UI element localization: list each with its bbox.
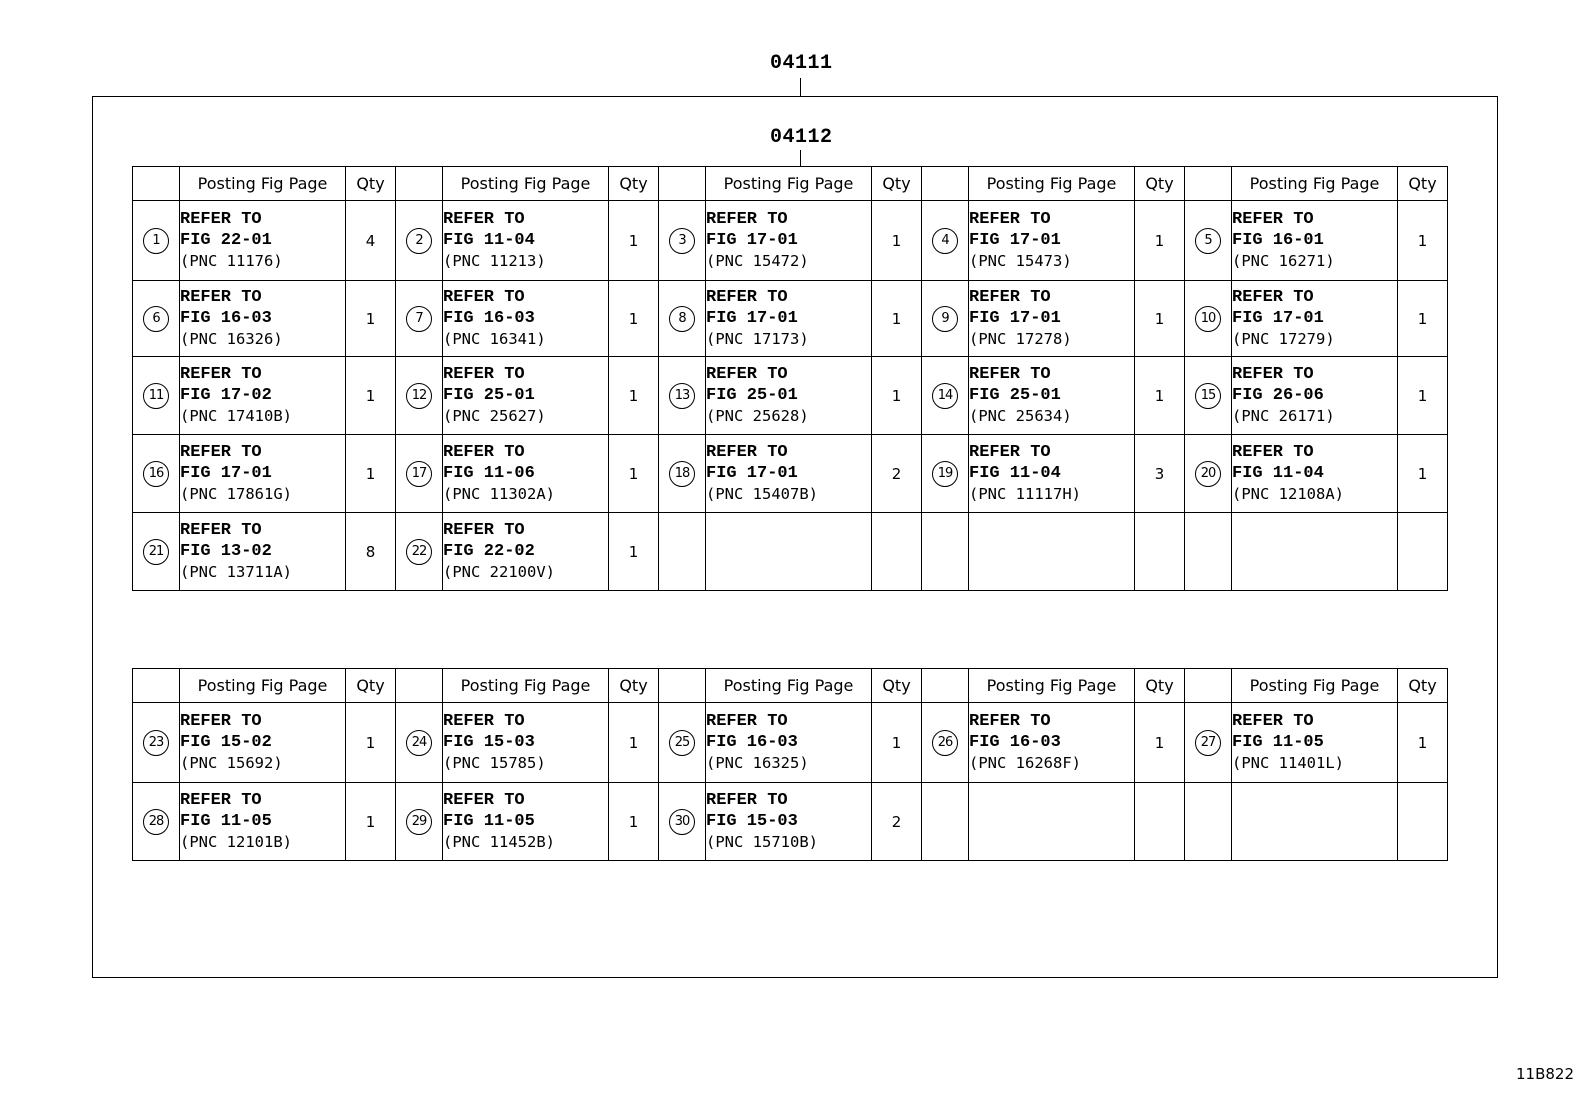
circled-ref-number: 13: [669, 383, 695, 409]
fig-reference: FIG 17-01: [706, 309, 798, 328]
posting-cell: [969, 703, 1135, 783]
circled-ref-number: 11: [143, 383, 169, 409]
refer-to-text: REFER TO: [180, 521, 262, 540]
refer-to-text: REFER TO: [180, 210, 262, 229]
posting-cell: [706, 513, 872, 591]
fig-reference: FIG 25-01: [443, 386, 535, 405]
fig-reference: FIG 16-03: [969, 733, 1061, 752]
ref-number-cell: [1185, 783, 1232, 861]
posting-cell: [443, 357, 609, 435]
posting-cell: [1232, 201, 1398, 281]
fig-reference: FIG 15-03: [706, 812, 798, 831]
circled-ref-number: 22: [406, 539, 432, 565]
fig-reference: FIG 17-01: [706, 231, 798, 250]
qty-cell: 1: [609, 357, 659, 435]
posting-cell: [969, 281, 1135, 357]
circled-ref-number: 7: [406, 306, 432, 332]
ref-number-cell: [133, 201, 180, 281]
fig-reference: FIG 25-01: [706, 386, 798, 405]
refer-to-text: REFER TO: [969, 365, 1051, 384]
header-posting-fig-page: Posting Fig Page: [1232, 167, 1398, 201]
refer-to-text: REFER TO: [180, 365, 262, 384]
circled-ref-number: 24: [406, 730, 432, 756]
ref-number-cell: [133, 357, 180, 435]
posting-cell: [706, 783, 872, 861]
ref-number-cell: [396, 513, 443, 591]
circled-ref-number: 5: [1195, 228, 1221, 254]
fig-reference: FIG 11-04: [969, 464, 1061, 483]
pnc-reference: (PNC 12108A): [1232, 485, 1344, 503]
circled-ref-number: 16: [143, 461, 169, 487]
posting-cell: [443, 703, 609, 783]
circled-ref-number: 10: [1195, 306, 1221, 332]
header-posting-fig-page: Posting Fig Page: [443, 167, 609, 201]
ref-number-cell: [133, 703, 180, 783]
qty-cell: 1: [346, 281, 396, 357]
table-row: [133, 357, 1448, 435]
ref-number-cell: [922, 435, 969, 513]
ref-number-cell: [396, 281, 443, 357]
header-posting-fig-page: Posting Fig Page: [706, 669, 872, 703]
refer-to-text: REFER TO: [969, 443, 1051, 462]
fig-reference: FIG 25-01: [969, 386, 1061, 405]
pnc-reference: (PNC 16326): [180, 330, 283, 348]
ref-number-cell: [659, 783, 706, 861]
parts-table-2: [132, 668, 1448, 861]
fig-reference: FIG 17-01: [969, 309, 1061, 328]
fig-reference: FIG 17-01: [969, 231, 1061, 250]
header-blank: [396, 167, 443, 201]
qty-cell: 2: [872, 783, 922, 861]
ref-number-cell: [396, 201, 443, 281]
posting-cell: [706, 201, 872, 281]
pnc-reference: (PNC 17861G): [180, 485, 292, 503]
qty-cell: 1: [609, 201, 659, 281]
qty-cell: 1: [872, 201, 922, 281]
circled-ref-number: 4: [932, 228, 958, 254]
table-row: [133, 703, 1448, 783]
ref-number-cell: [1185, 201, 1232, 281]
pnc-reference: (PNC 16341): [443, 330, 546, 348]
posting-cell: [1232, 783, 1398, 861]
qty-cell: 1: [1135, 357, 1185, 435]
qty-cell: 1: [609, 783, 659, 861]
header-qty: Qty: [1398, 167, 1448, 201]
posting-cell: [706, 435, 872, 513]
table-row: [133, 201, 1448, 281]
fig-reference: FIG 17-01: [180, 464, 272, 483]
pnc-reference: (PNC 16325): [706, 754, 809, 772]
circled-ref-number: 8: [669, 306, 695, 332]
qty-cell: 1: [1398, 703, 1448, 783]
fig-reference: FIG 17-01: [1232, 309, 1324, 328]
fig-reference: FIG 11-05: [1232, 733, 1324, 752]
fig-reference: FIG 16-01: [1232, 231, 1324, 250]
ref-number-cell: [133, 513, 180, 591]
header-posting-fig-page: Posting Fig Page: [706, 167, 872, 201]
refer-to-text: REFER TO: [443, 443, 525, 462]
ref-number-cell: [1185, 703, 1232, 783]
header-blank: [659, 167, 706, 201]
refer-to-text: REFER TO: [969, 288, 1051, 307]
ref-number-cell: [396, 435, 443, 513]
circled-ref-number: 30: [669, 809, 695, 835]
pnc-reference: (PNC 15407B): [706, 485, 818, 503]
pnc-reference: (PNC 16271): [1232, 252, 1335, 270]
fig-reference: FIG 17-02: [180, 386, 272, 405]
header-qty: Qty: [872, 669, 922, 703]
fig-reference: FIG 15-02: [180, 733, 272, 752]
refer-to-text: REFER TO: [706, 443, 788, 462]
refer-to-text: REFER TO: [443, 365, 525, 384]
pnc-reference: (PNC 16268F): [969, 754, 1081, 772]
header-posting-fig-page: Posting Fig Page: [969, 669, 1135, 703]
pnc-reference: (PNC 25627): [443, 407, 546, 425]
refer-to-text: REFER TO: [180, 712, 262, 731]
fig-reference: FIG 22-02: [443, 542, 535, 561]
circled-ref-number: 21: [143, 539, 169, 565]
refer-to-text: REFER TO: [443, 791, 525, 810]
pnc-reference: (PNC 11401L): [1232, 754, 1344, 772]
header-posting-fig-page: Posting Fig Page: [180, 669, 346, 703]
table-row: [133, 513, 1448, 591]
fig-reference: FIG 11-05: [180, 812, 272, 831]
qty-cell: 1: [346, 435, 396, 513]
refer-to-text: REFER TO: [443, 210, 525, 229]
refer-to-text: REFER TO: [969, 210, 1051, 229]
circled-ref-number: 1: [143, 228, 169, 254]
posting-cell: [180, 281, 346, 357]
refer-to-text: REFER TO: [706, 210, 788, 229]
posting-cell: [1232, 513, 1398, 591]
pnc-reference: (PNC 17173): [706, 330, 809, 348]
qty-cell: 1: [1135, 201, 1185, 281]
parts-table-1: [132, 166, 1448, 591]
refer-to-text: REFER TO: [706, 791, 788, 810]
refer-to-text: REFER TO: [1232, 712, 1314, 731]
circled-ref-number: 18: [669, 461, 695, 487]
header-qty: Qty: [346, 669, 396, 703]
header-blank: [922, 167, 969, 201]
posting-cell: [969, 357, 1135, 435]
circled-ref-number: 26: [932, 730, 958, 756]
qty-cell: 1: [609, 703, 659, 783]
pnc-reference: (PNC 22100V): [443, 563, 555, 581]
leader-line-outer: [800, 78, 801, 96]
refer-to-text: REFER TO: [443, 712, 525, 731]
refer-to-text: REFER TO: [180, 791, 262, 810]
header-blank: [1185, 669, 1232, 703]
header-qty: Qty: [609, 167, 659, 201]
circled-ref-number: 28: [143, 809, 169, 835]
circled-ref-number: 17: [406, 461, 432, 487]
pnc-reference: (PNC 13711A): [180, 563, 292, 581]
posting-cell: [1232, 435, 1398, 513]
qty-cell: 1: [1135, 703, 1185, 783]
circled-ref-number: 19: [932, 461, 958, 487]
header-qty: Qty: [609, 669, 659, 703]
posting-cell: [443, 783, 609, 861]
circled-ref-number: 15: [1195, 383, 1221, 409]
posting-cell: [180, 435, 346, 513]
posting-cell: [706, 703, 872, 783]
ref-number-cell: [922, 357, 969, 435]
posting-cell: [706, 357, 872, 435]
ref-number-cell: [133, 281, 180, 357]
pnc-reference: (PNC 17279): [1232, 330, 1335, 348]
refer-to-text: REFER TO: [443, 521, 525, 540]
refer-to-text: REFER TO: [180, 443, 262, 462]
circled-ref-number: 12: [406, 383, 432, 409]
pnc-reference: (PNC 17410B): [180, 407, 292, 425]
qty-cell: 1: [346, 357, 396, 435]
refer-to-text: REFER TO: [969, 712, 1051, 731]
pnc-reference: (PNC 11117H): [969, 485, 1081, 503]
posting-cell: [1232, 357, 1398, 435]
qty-cell: 1: [1398, 281, 1448, 357]
fig-reference: FIG 22-01: [180, 231, 272, 250]
header-qty: Qty: [1398, 669, 1448, 703]
posting-cell: [443, 201, 609, 281]
posting-cell: [443, 281, 609, 357]
fig-reference: FIG 16-03: [180, 309, 272, 328]
posting-cell: [443, 435, 609, 513]
header-qty: Qty: [1135, 167, 1185, 201]
refer-to-text: REFER TO: [706, 365, 788, 384]
qty-cell: [1398, 513, 1448, 591]
header-qty: Qty: [872, 167, 922, 201]
header-blank: [1185, 167, 1232, 201]
ref-number-cell: [659, 357, 706, 435]
refer-to-text: REFER TO: [1232, 365, 1314, 384]
refer-to-text: REFER TO: [1232, 210, 1314, 229]
header-row: [133, 669, 1448, 703]
pnc-reference: (PNC 15692): [180, 754, 283, 772]
circled-ref-number: 9: [932, 306, 958, 332]
header-blank: [133, 167, 180, 201]
fig-reference: FIG 13-02: [180, 542, 272, 561]
posting-cell: [1232, 281, 1398, 357]
ref-number-cell: [396, 783, 443, 861]
label-04111: 04111: [770, 52, 833, 75]
posting-cell: [180, 703, 346, 783]
posting-cell: [969, 783, 1135, 861]
posting-cell: [180, 513, 346, 591]
label-04112: 04112: [770, 126, 833, 149]
pnc-reference: (PNC 11213): [443, 252, 546, 270]
qty-cell: 1: [346, 703, 396, 783]
pnc-reference: (PNC 15473): [969, 252, 1072, 270]
ref-number-cell: [1185, 513, 1232, 591]
pnc-reference: (PNC 11176): [180, 252, 283, 270]
circled-ref-number: 3: [669, 228, 695, 254]
qty-cell: 1: [609, 435, 659, 513]
circled-ref-number: 2: [406, 228, 432, 254]
header-blank: [659, 669, 706, 703]
refer-to-text: REFER TO: [706, 288, 788, 307]
ref-number-cell: [396, 357, 443, 435]
ref-number-cell: [659, 435, 706, 513]
qty-cell: 1: [1398, 435, 1448, 513]
posting-cell: [180, 357, 346, 435]
pnc-reference: (PNC 25628): [706, 407, 809, 425]
posting-cell: [1232, 703, 1398, 783]
ref-number-cell: [659, 201, 706, 281]
table-row: [133, 281, 1448, 357]
ref-number-cell: [1185, 281, 1232, 357]
qty-cell: 4: [346, 201, 396, 281]
ref-number-cell: [922, 783, 969, 861]
pnc-reference: (PNC 12101B): [180, 833, 292, 851]
ref-number-cell: [659, 513, 706, 591]
posting-cell: [443, 513, 609, 591]
qty-cell: 8: [346, 513, 396, 591]
header-blank: [396, 669, 443, 703]
table-row: [133, 435, 1448, 513]
qty-cell: 1: [872, 703, 922, 783]
fig-reference: FIG 11-04: [443, 231, 535, 250]
posting-cell: [180, 783, 346, 861]
ref-number-cell: [659, 281, 706, 357]
ref-number-cell: [659, 703, 706, 783]
fig-reference: FIG 17-01: [706, 464, 798, 483]
fig-reference: FIG 16-03: [706, 733, 798, 752]
ref-number-cell: [922, 281, 969, 357]
fig-reference: FIG 26-06: [1232, 386, 1324, 405]
ref-number-cell: [133, 435, 180, 513]
ref-number-cell: [922, 703, 969, 783]
header-posting-fig-page: Posting Fig Page: [180, 167, 346, 201]
header-blank: [922, 669, 969, 703]
refer-to-text: REFER TO: [1232, 288, 1314, 307]
qty-cell: [1398, 783, 1448, 861]
leader-line-inner: [800, 150, 801, 166]
fig-reference: FIG 11-04: [1232, 464, 1324, 483]
pnc-reference: (PNC 17278): [969, 330, 1072, 348]
refer-to-text: REFER TO: [706, 712, 788, 731]
fig-reference: FIG 11-05: [443, 812, 535, 831]
qty-cell: [1135, 783, 1185, 861]
fig-reference: FIG 11-06: [443, 464, 535, 483]
illustration-code: 11B822: [1515, 1065, 1574, 1083]
pnc-reference: (PNC 15472): [706, 252, 809, 270]
qty-cell: 1: [1398, 201, 1448, 281]
qty-cell: 1: [1398, 357, 1448, 435]
ref-number-cell: [922, 513, 969, 591]
circled-ref-number: 6: [143, 306, 169, 332]
qty-cell: 2: [872, 435, 922, 513]
refer-to-text: REFER TO: [180, 288, 262, 307]
header-posting-fig-page: Posting Fig Page: [443, 669, 609, 703]
pnc-reference: (PNC 11302A): [443, 485, 555, 503]
ref-number-cell: [133, 783, 180, 861]
circled-ref-number: 20: [1195, 461, 1221, 487]
qty-cell: [872, 513, 922, 591]
refer-to-text: REFER TO: [1232, 443, 1314, 462]
ref-number-cell: [1185, 435, 1232, 513]
pnc-reference: (PNC 26171): [1232, 407, 1335, 425]
pnc-reference: (PNC 15710B): [706, 833, 818, 851]
header-posting-fig-page: Posting Fig Page: [969, 167, 1135, 201]
fig-reference: FIG 15-03: [443, 733, 535, 752]
qty-cell: 1: [609, 281, 659, 357]
table-row: [133, 783, 1448, 861]
posting-cell: [969, 201, 1135, 281]
posting-cell: [969, 435, 1135, 513]
circled-ref-number: 14: [932, 383, 958, 409]
qty-cell: 1: [872, 281, 922, 357]
qty-cell: 1: [872, 357, 922, 435]
fig-reference: FIG 16-03: [443, 309, 535, 328]
qty-cell: 3: [1135, 435, 1185, 513]
circled-ref-number: 23: [143, 730, 169, 756]
pnc-reference: (PNC 15785): [443, 754, 546, 772]
circled-ref-number: 27: [1195, 730, 1221, 756]
header-qty: Qty: [1135, 669, 1185, 703]
pnc-reference: (PNC 25634): [969, 407, 1072, 425]
ref-number-cell: [922, 201, 969, 281]
pnc-reference: (PNC 11452B): [443, 833, 555, 851]
posting-cell: [180, 201, 346, 281]
header-posting-fig-page: Posting Fig Page: [1232, 669, 1398, 703]
qty-cell: 1: [346, 783, 396, 861]
circled-ref-number: 25: [669, 730, 695, 756]
qty-cell: 1: [609, 513, 659, 591]
header-qty: Qty: [346, 167, 396, 201]
posting-cell: [706, 281, 872, 357]
posting-cell: [969, 513, 1135, 591]
header-blank: [133, 669, 180, 703]
header-row: [133, 167, 1448, 201]
qty-cell: [1135, 513, 1185, 591]
ref-number-cell: [1185, 357, 1232, 435]
circled-ref-number: 29: [406, 809, 432, 835]
refer-to-text: REFER TO: [443, 288, 525, 307]
qty-cell: 1: [1135, 281, 1185, 357]
ref-number-cell: [396, 703, 443, 783]
